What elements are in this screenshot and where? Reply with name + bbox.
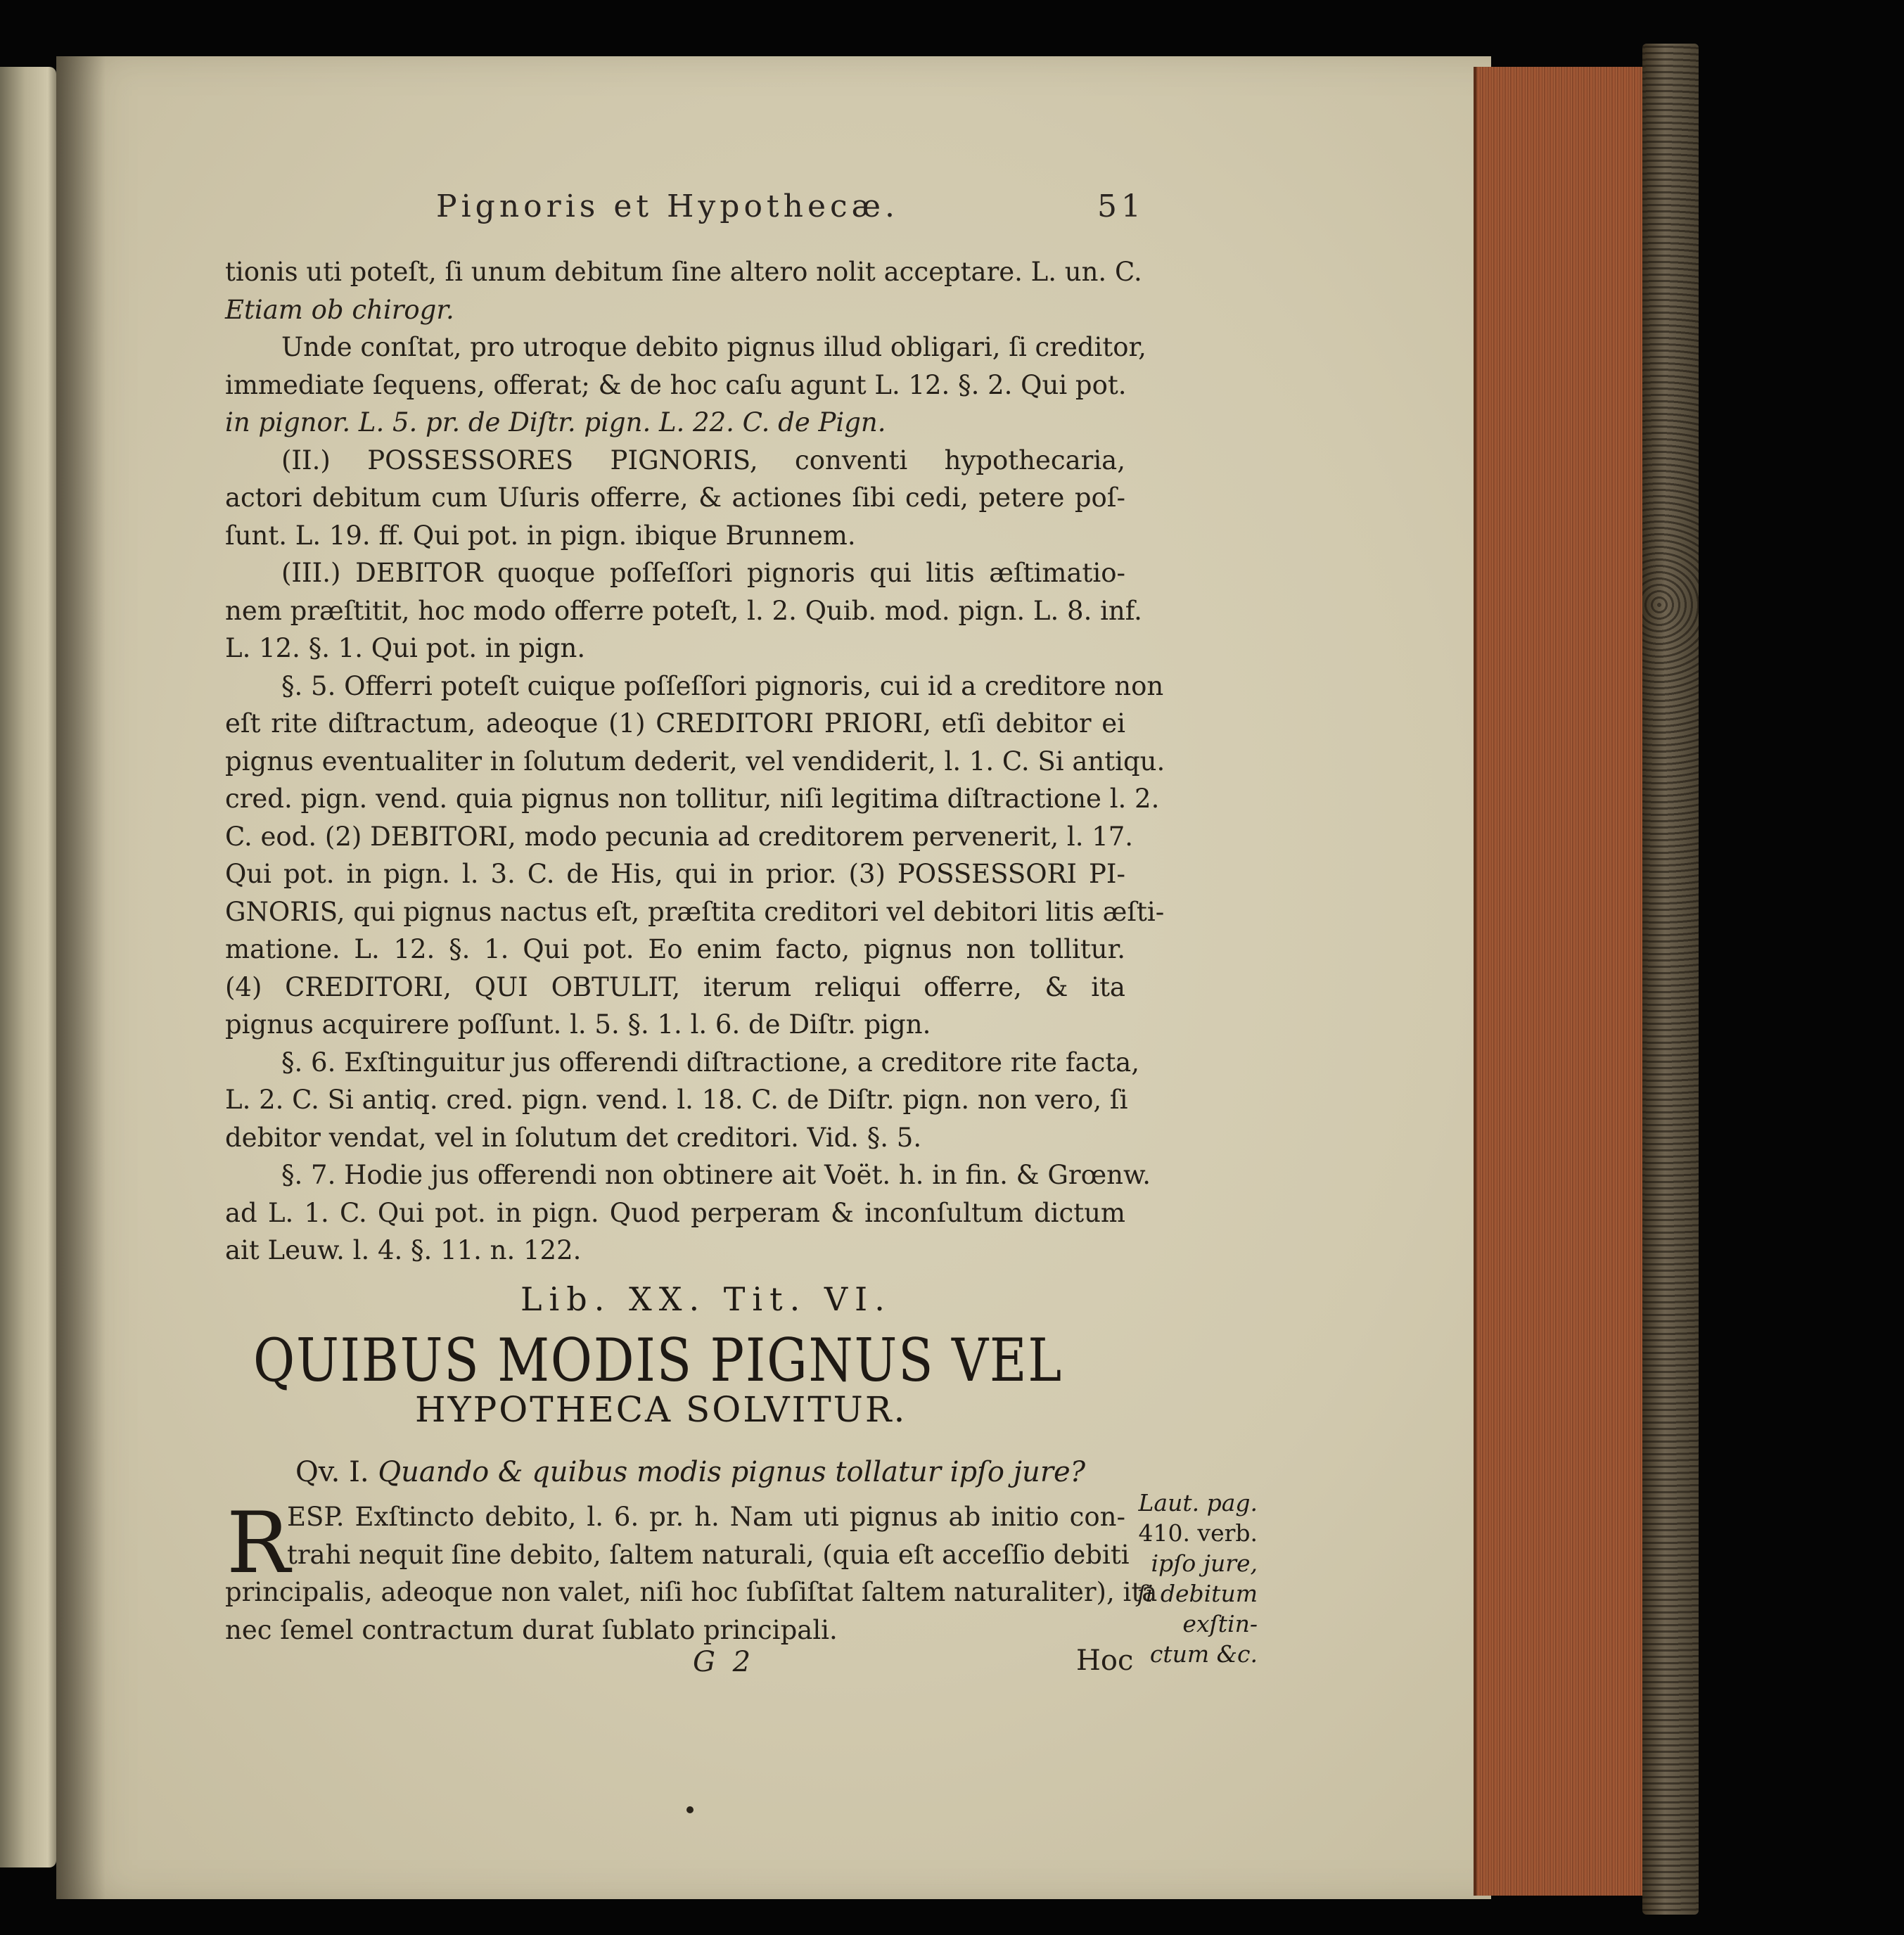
body-line: in pignor. L. 5. pr. de Diſtr. pign. L. 22. C. de Pign.: [225, 407, 886, 438]
body-line: pignus eventualiter in ſolutum dederit, vel vendiderit, l. 1. C. Si antiqu.: [225, 746, 1165, 777]
answer-line: nec ſemel contractum durat ſublato principali.: [225, 1614, 838, 1645]
question-text: Quando & quibus modis pignus tollatur ipſo jure?: [378, 1456, 1086, 1488]
margin-note-line: 410. verb.: [1138, 1519, 1258, 1547]
section-title-line-2: HYPOTHECA SOLVITUR.: [415, 1389, 907, 1430]
margin-note-line: ctum &c.: [1149, 1640, 1258, 1668]
body-line: L. 2. C. Si antiq. cred. pign. vend. l. 18. C. de Diſtr. pign. non vero, ſi: [225, 1085, 1128, 1115]
body-line: ſunt. L. 19. ff. Qui pot. in pign. ibique Brunnem.: [225, 520, 856, 551]
body-line: ad L. 1. C. Qui pot. in pign. Quod perperam & inconſultum dictum: [225, 1197, 1125, 1228]
body-line: Unde conſtat, pro utroque debito pignus illud obligari, ſi creditor,: [281, 332, 1146, 362]
signature-mark: G 2: [693, 1646, 755, 1678]
page-block-edges: [1474, 67, 1652, 1896]
answer-line: ESP. Exſtincto debito, l. 6. pr. h. Nam uti pignus ab initio con-: [287, 1502, 1125, 1532]
body-line: ait Leuw. l. 4. §. 11. n. 122.: [225, 1235, 582, 1265]
drop-cap: R: [226, 1495, 290, 1592]
body-line: debitor vendat, vel in ſolutum det creditori. Vid. §. 5.: [225, 1122, 922, 1153]
body-line: eſt rite diſtractum, adeoque (1) CREDITORI PRIORI, etſi debitor ei: [225, 708, 1125, 739]
answer-text: [225, 1495, 1158, 1649]
body-line: immediate ſequens, offerat; & de hoc caſu agunt L. 12. §. 2. Qui pot.: [225, 369, 1127, 400]
body-line: §. 5. Offerri poteſt cuique poſſeſſori pignoris, cui id a creditore non: [281, 670, 1164, 701]
margin-note-line: Laut. pag.: [1138, 1489, 1258, 1516]
page-number: 51: [1097, 189, 1145, 224]
body-line: §. 7. Hodie jus offerendi non obtinere ait Voët. h. in fin. & Grœnw.: [281, 1160, 1151, 1190]
body-line: §. 6. Exſtinguitur jus offerendi diſtractione, a creditore rite facta,: [281, 1047, 1140, 1078]
body-line: (II.) POSSESSORES PIGNORIS, conventi hypothecaria,: [281, 445, 1125, 475]
body-line: cred. pign. vend. quia pignus non tollitur, niſi legitima diſtractione l. 2.: [225, 784, 1160, 814]
question-label: Qv. I.: [295, 1456, 369, 1488]
left-page-edge: [0, 67, 56, 1867]
body-line: matione. L. 12. §. 1. Qui pot. Eo enim facto, pignus non tollitur.: [225, 934, 1125, 964]
section-title-line-1: QUIBUS MODIS PIGNUS VEL: [253, 1326, 1063, 1395]
margin-note-line: exſtin-: [1182, 1610, 1258, 1637]
body-line: nem præſtitit, hoc modo offerre poteſt, l. 2. Quib. mod. pign. L. 8. inf.: [225, 595, 1142, 626]
running-head: Pignoris et Hypothecæ.: [436, 189, 899, 224]
body-line: Qui pot. in pign. l. 3. C. de His, qui in prior. (3) POSSESSORI PI-: [225, 859, 1125, 889]
answer-line: principalis, adeoque non valet, niſi hoc ſubſiſtat ſaltem naturaliter), ita: [225, 1577, 1158, 1607]
catchword: Hoc: [1076, 1645, 1134, 1677]
body-line: (4) CREDITORI, QUI OBTULIT, iterum reliqui offerre, & ita: [225, 971, 1125, 1002]
ink-speck: [686, 1806, 694, 1813]
body-line: Etiam ob chirogr.: [225, 294, 454, 325]
margin-note-line: ipſo jure,: [1151, 1550, 1258, 1577]
answer-line: trahi nequit ſine debito, ſaltem naturali, (quia eſt acceſſio debiti: [287, 1539, 1130, 1570]
body-line: tionis uti poteſt, ſi unum debitum ſine altero nolit acceptare. L. un. C.: [225, 257, 1142, 287]
body-text: [225, 253, 1165, 1270]
body-line: GNORIS, qui pignus nactus eſt, præſtita creditori vel debitori litis æſti-: [225, 896, 1165, 927]
margin-note: [1131, 1488, 1258, 1669]
page-gutter-shadow: [56, 56, 106, 1899]
margin-note-line: ſi debitum: [1137, 1580, 1258, 1607]
body-line: (III.) DEBITOR quoque poſſeſſori pignoris qui litis æſtimatio-: [281, 558, 1125, 588]
body-line: pignus acquirere poſſunt. l. 5. §. 1. l. 6. de Diſtr. pign.: [225, 1009, 931, 1040]
book-cover-board: [1642, 44, 1699, 1915]
body-line: C. eod. (2) DEBITORI, modo pecunia ad creditorem pervenerit, l. 17.: [225, 821, 1134, 852]
section-header: Lib. XX. Tit. VI.: [520, 1280, 892, 1318]
question: [295, 1456, 1085, 1488]
body-line: L. 12. §. 1. Qui pot. in pign.: [225, 633, 586, 663]
body-line: actori debitum cum Uſuris offerre, & actiones ſibi cedi, petere poſ-: [225, 483, 1125, 513]
